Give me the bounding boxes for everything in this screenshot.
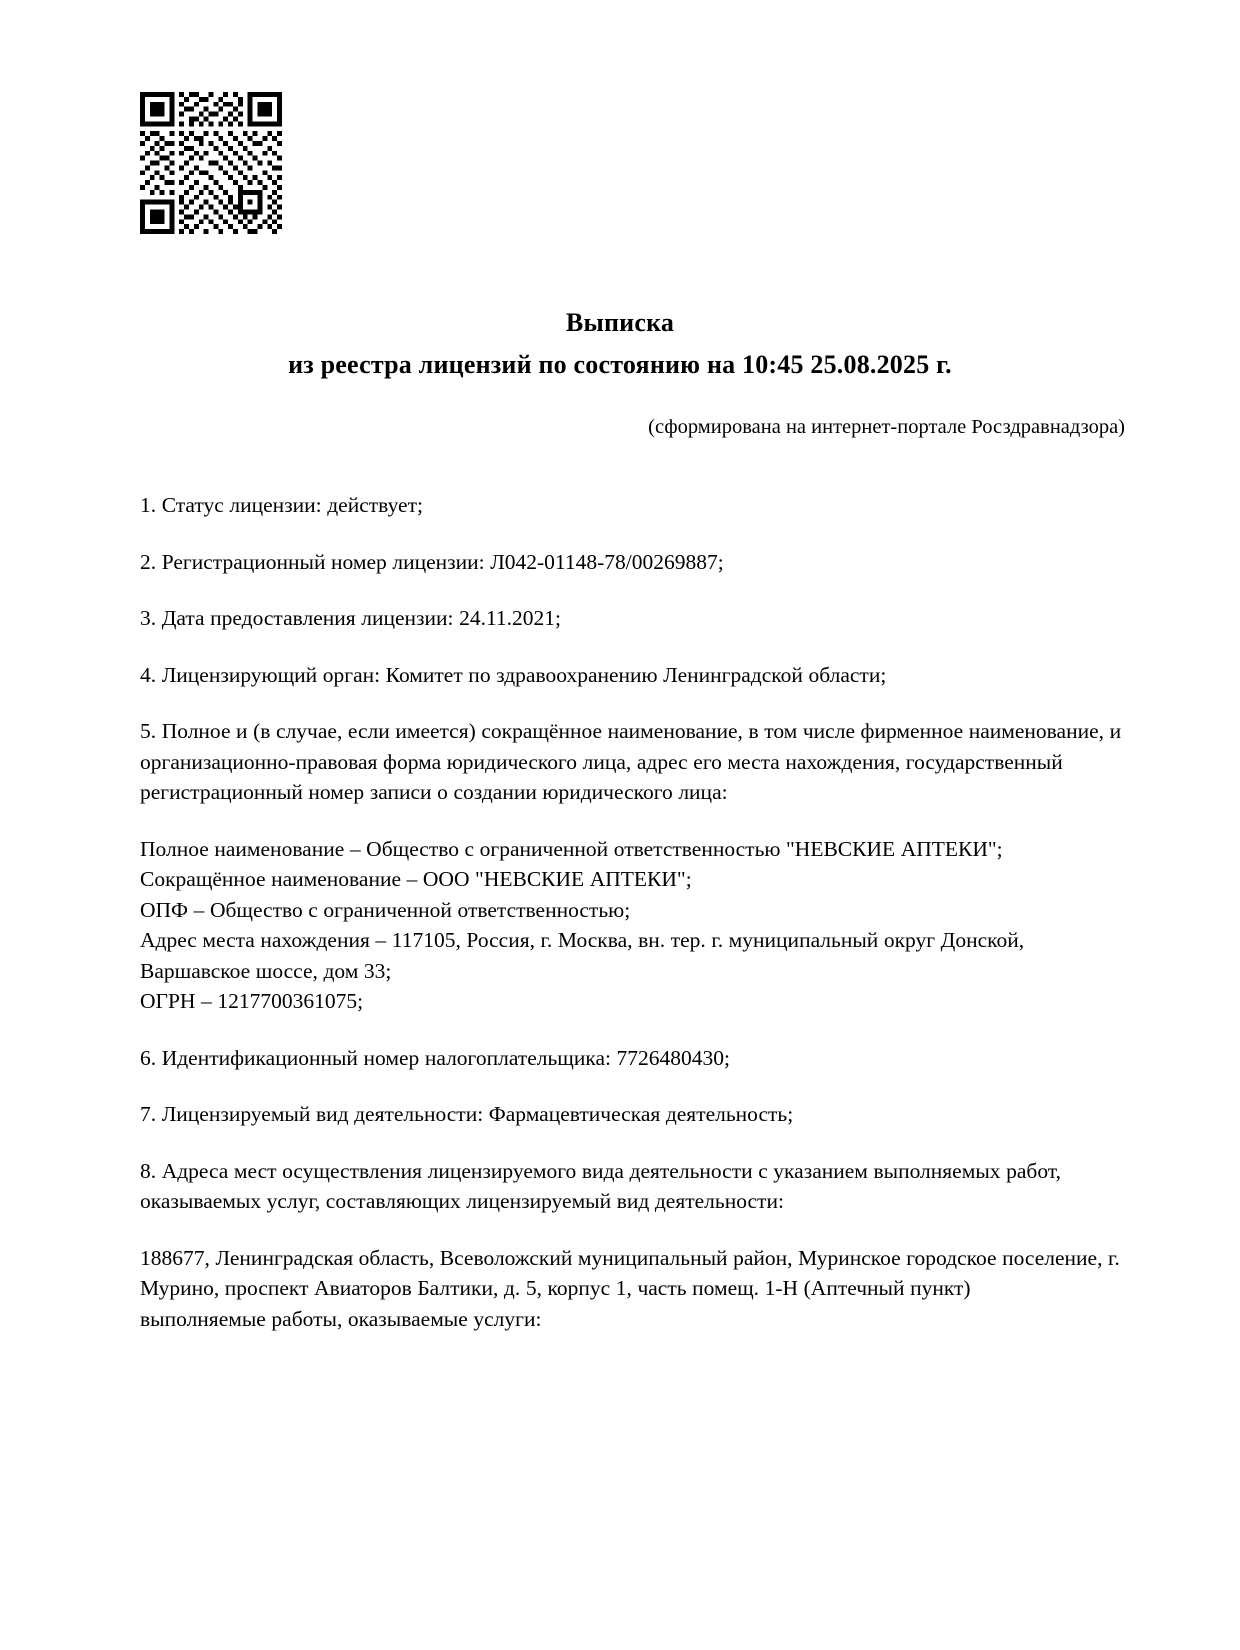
document-subtitle: (сформирована на интернет-портале Росздравнадзора) [648, 416, 1125, 438]
activity-addresses-intro-item: 8. Адреса мест осуществления лицензируемого вида деятельности с указанием выполняемых работ, оказываемых услуг, составляющих лицензируемый вид деятельности: [140, 1158, 1061, 1214]
activity-address: 188677, Ленинградская область, Всеволожский муниципальный район, Муринское городское поселение, г. Мурино, проспект Авиаторов Балтики, д. 5, корпус 1, часть помещ. 1-Н (Аптечный пункт) [140, 1245, 1120, 1301]
entity-address: Адрес места нахождения – 117105, Россия, г. Москва, вн. тер. г. муниципальный округ Донской, Варшавское шоссе, дом 33; [140, 928, 1025, 983]
page-title [0, 306, 1240, 382]
qr-code-icon [140, 92, 282, 234]
entity-ogrn: ОГРН – 1217700361075; [140, 989, 364, 1014]
license-date-item: 3. Дата предоставления лицензии: 24.11.2021; [140, 606, 561, 631]
entity-full-name: Полное наименование – Общество с ограниченной ответственностью "НЕВСКИЕ АПТЕКИ"; [140, 836, 1003, 861]
title-line-primary: Выписка [565, 308, 675, 337]
license-status-item: 1. Статус лицензии: действует; [140, 493, 423, 517]
entity-short-name: Сокращённое наименование – ООО "НЕВСКИЕ АПТЕКИ"; [140, 867, 692, 892]
entity-legal-form: ОПФ – Общество с ограниченной ответственностью; [140, 897, 631, 922]
title-line-secondary: из реестра лицензий по состоянию на 10:45 25.08.2025 г. [288, 350, 952, 380]
entity-details-block [140, 834, 1125, 1017]
taxpayer-number-item: 6. Идентификационный номер налогоплательщика: 7726480430; [140, 1045, 731, 1070]
document-body [140, 490, 1125, 1334]
activity-address-block [140, 1243, 1125, 1335]
licensed-activity-item: 7. Лицензируемый вид деятельности: Фармацевтическая деятельность; [140, 1102, 794, 1127]
activity-works-label: выполняемые работы, оказываемые услуги: [140, 1306, 542, 1331]
licensing-authority-item: 4. Лицензирующий орган: Комитет по здравоохранению Ленинградской области; [140, 662, 887, 687]
license-number-item: 2. Регистрационный номер лицензии: Л042-01148-78/00269887; [140, 549, 724, 574]
entity-naming-intro-item: 5. Полное и (в случае, если имеется) сокращённое наименование, в том числе фирменное наименование, и организационно-правовая форма юридического лица, адрес его места нахождения, государственный регистрационный номер записи о создании юридического лица: [140, 719, 1122, 805]
